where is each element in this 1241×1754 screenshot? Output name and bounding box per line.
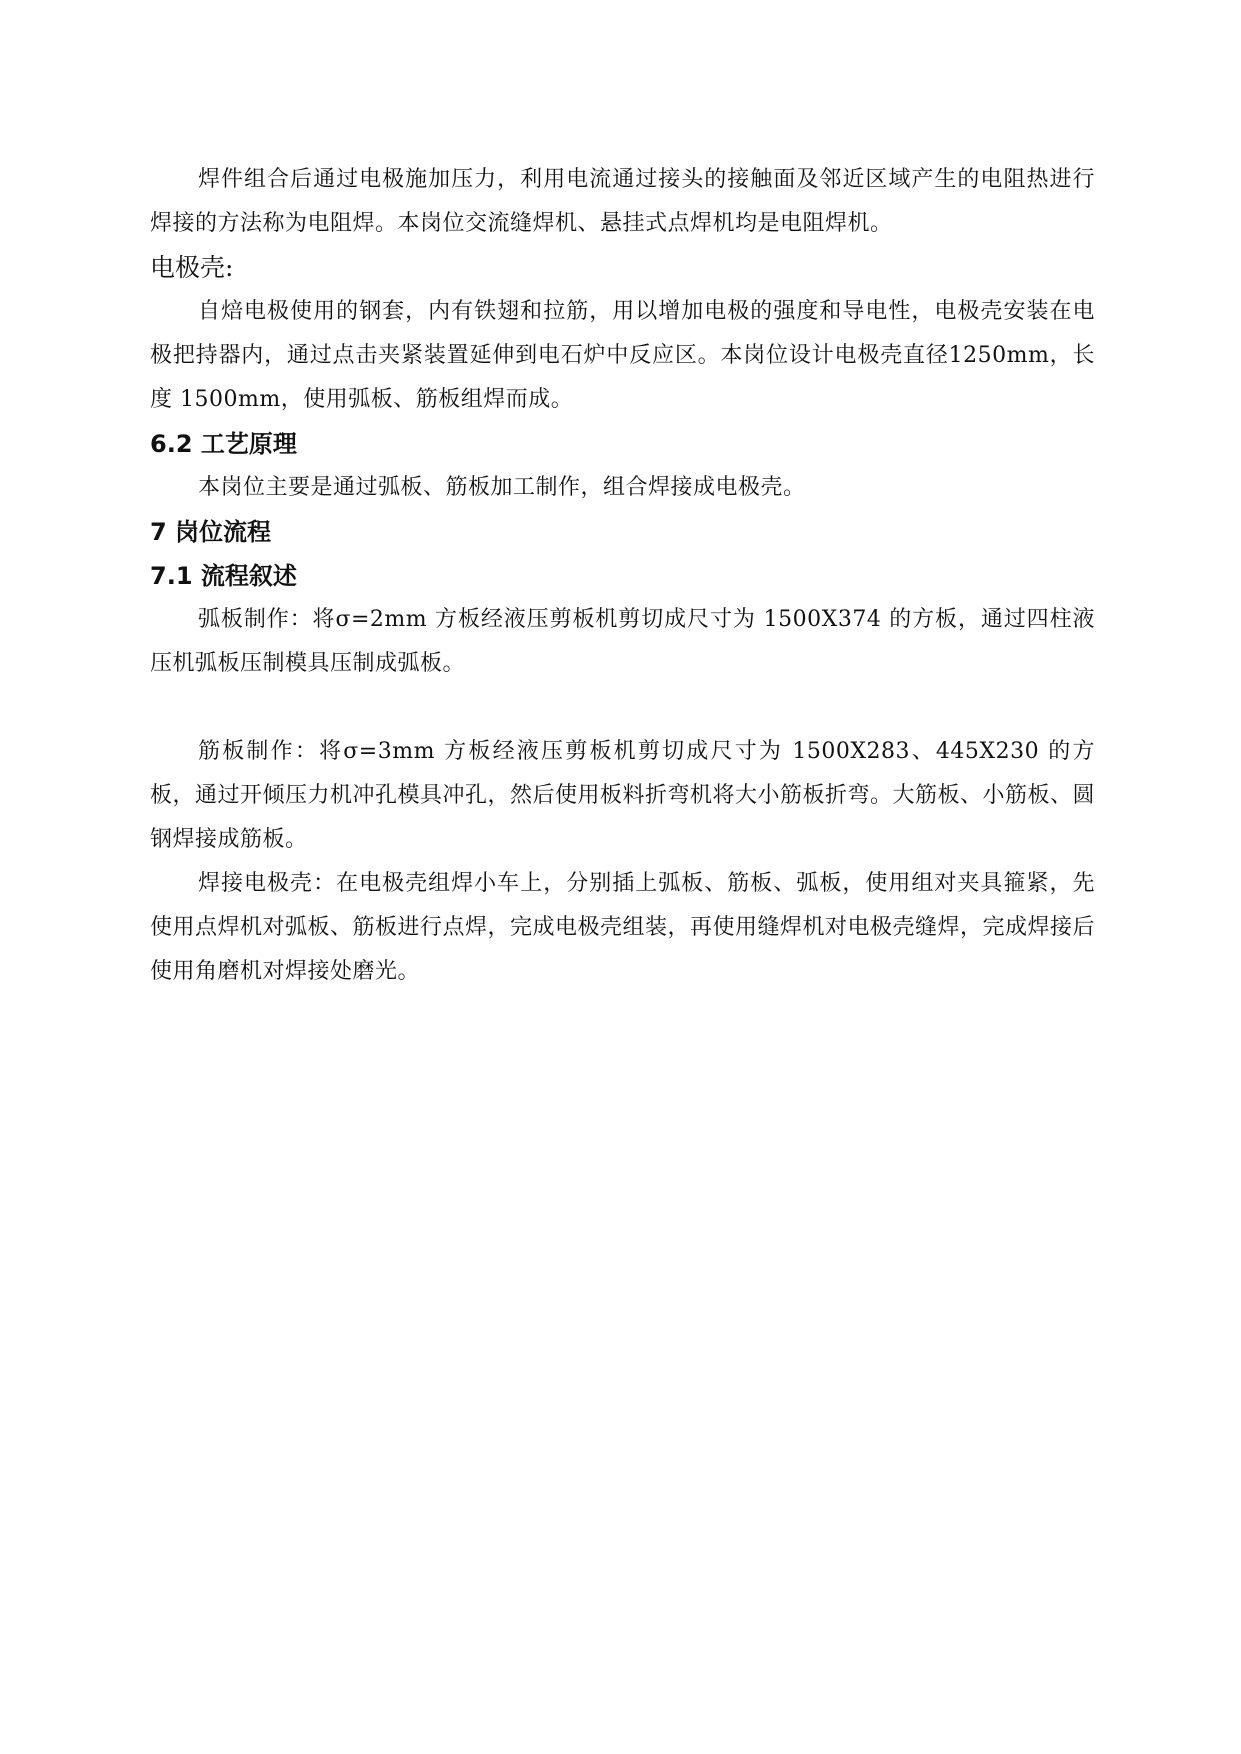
heading-7-1: 7.1 流程叙述 <box>150 562 297 590</box>
paragraph-electrode-shell: 自焙电极使用的钢套，内有铁翅和拉筋，用以增加电极的强度和导电性，电极壳安装在电极把持器内，通过点击夹紧装置延伸到电石炉中反应区。本岗位设计电极壳直径1250mm，长度 1500mm，使用弧板、筋板组焊而成。 <box>150 299 1095 412</box>
paragraph-gap <box>150 686 1095 730</box>
document-body <box>150 158 1095 994</box>
heading-6-2: 6.2 工艺原理 <box>150 430 297 458</box>
heading-7: 7 岗位流程 <box>150 518 272 546</box>
paragraph-rib-plate: 筋板制作：将σ=3mm 方板经液压剪板机剪切成尺寸为 1500X283、445X230 的方板，通过开倾压力机冲孔模具冲孔，然后使用板料折弯机将大小筋板折弯。大筋板、小筋板、圆钢焊接成筋板。 <box>150 739 1096 852</box>
paragraph-arc-plate: 弧板制作：将σ=2mm 方板经液压剪板机剪切成尺寸为 1500X374 的方板，通过四柱液压机弧板压制模具压制成弧板。 <box>150 607 1095 676</box>
paragraph-weld-shell: 焊接电极壳：在电极壳组焊小车上，分别插上弧板、筋板、弧板，使用组对夹具箍紧，先使用点焊机对弧板、筋板进行点焊，完成电极壳组装，再使用缝焊机对电极壳缝焊，完成焊接后使用角磨机对焊接处磨光。 <box>150 871 1096 984</box>
paragraph-resistance-welding: 焊件组合后通过电极施加压力，利用电流通过接头的接触面及邻近区域产生的电阻热进行焊接的方法称为电阻焊。本岗位交流缝焊机、悬挂式点焊机均是电阻焊机。 <box>150 167 1095 236</box>
paragraph-6-2: 本岗位主要是通过弧板、筋板加工制作，组合焊接成电极壳。 <box>198 475 806 500</box>
term-electrode-shell: 电极壳: <box>150 253 234 282</box>
